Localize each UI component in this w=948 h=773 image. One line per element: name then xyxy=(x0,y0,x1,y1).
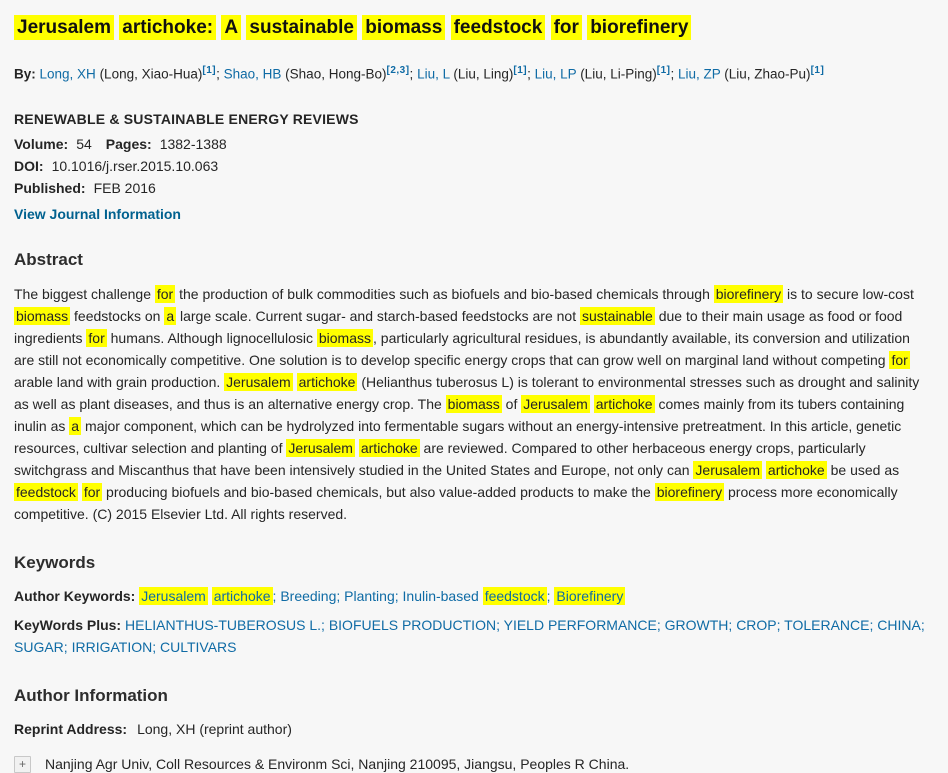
by-label: By: xyxy=(14,66,40,82)
text-segment: is to secure low-cost xyxy=(783,285,914,302)
author-keywords-line xyxy=(14,585,934,607)
highlighted-term: feedstock xyxy=(16,483,76,500)
journal-block xyxy=(14,111,934,222)
keyword-plus-link[interactable]: GROWTH xyxy=(664,616,729,633)
address-row xyxy=(14,756,934,773)
author-link[interactable]: Shao, HB xyxy=(223,66,282,82)
text-segment xyxy=(445,17,450,38)
keyword-plus-link[interactable]: TOLERANCE xyxy=(784,616,870,633)
author-fullname: (Liu, Ling) xyxy=(449,66,514,82)
highlighted-term: biorefinery xyxy=(715,285,782,302)
separator: ; xyxy=(670,66,678,82)
text-segment: due to their main usage as food or food ingredients xyxy=(14,307,903,346)
text-segment: comes mainly from its tubers containing inulin as xyxy=(14,395,905,434)
text-segment: feedstocks on xyxy=(70,307,165,324)
highlighted-term: artichoke: xyxy=(119,15,216,40)
published-value: FEB 2016 xyxy=(93,179,156,196)
author-information-heading: Author Information xyxy=(14,685,168,705)
separator: ; xyxy=(496,616,504,633)
highlighted-term: for xyxy=(88,329,105,346)
affiliation-superscript[interactable]: [1] xyxy=(202,65,217,76)
highlighted-term: Jerusalem xyxy=(523,395,588,412)
text-segment: arable land with grain production. xyxy=(14,373,225,390)
view-journal-information-link[interactable]: View Journal Information xyxy=(14,205,181,222)
keyword-plus-link[interactable]: CHINA xyxy=(877,616,921,633)
author-fullname: (Long, Xiao-Hua) xyxy=(95,66,203,82)
reprint-address-line xyxy=(14,719,934,739)
highlighted-term: Jerusalem xyxy=(14,15,114,40)
affiliation-superscript[interactable]: [1] xyxy=(513,65,528,76)
volume-value: 54 xyxy=(76,135,92,152)
highlighted-term: biomass xyxy=(362,15,445,40)
highlighted-term: artichoke xyxy=(595,395,653,412)
keyword-plus-link[interactable]: IRRIGATION xyxy=(71,638,153,655)
author-link[interactable]: Liu, LP xyxy=(534,66,577,82)
text-segment: (Helianthus tuberosus L) is tolerant to environmental stresses such as drought and salinity as well as plant diseases, and thus is an alternative energy crop. The xyxy=(14,373,920,412)
highlighted-term: Jerusalem xyxy=(226,373,291,390)
highlighted-term: A xyxy=(221,15,241,40)
highlighted-term: sustainable xyxy=(581,307,653,324)
author-fullname: (Liu, Zhao-Pu) xyxy=(720,66,811,82)
text-segment: process more economically competitive. (C) 2015 Elsevier Ltd. All rights reserved. xyxy=(14,483,898,522)
keyword-link[interactable]: Jerusalem xyxy=(141,587,206,604)
text-segment: humans. Although lignocellulosic xyxy=(106,329,317,346)
reprint-address-label: Reprint Address: xyxy=(14,720,128,737)
volume-pages-line xyxy=(14,133,934,155)
expand-address-button[interactable]: + xyxy=(14,756,31,773)
separator: ; xyxy=(869,616,878,633)
reprint-address-value: Long, XH (reprint author) xyxy=(137,720,292,737)
author-keywords-label: Author Keywords: xyxy=(14,587,140,604)
published-label: Published: xyxy=(14,179,86,196)
pages-value: 1382-1388 xyxy=(159,135,227,152)
keyword-link[interactable]: Planting xyxy=(344,587,395,604)
separator: ; xyxy=(336,587,345,604)
separator: ; xyxy=(321,616,329,633)
highlighted-term: feedstock xyxy=(451,15,546,40)
volume-label: Volume: xyxy=(14,135,69,152)
abstract-text xyxy=(14,283,934,525)
doi-label: DOI: xyxy=(14,157,44,174)
keyword-link[interactable]: artichoke xyxy=(213,587,271,604)
published-line xyxy=(14,177,934,199)
text-segment: major component, which can be hydrolyzed into fermentable sugars without an energy-intensive pretreatment. In this article, genetic resources, cultivar selection and planting of xyxy=(14,417,902,456)
keyword-plus-link[interactable]: BIOFUELS PRODUCTION xyxy=(328,616,497,633)
author-fullname: (Shao, Hong-Bo) xyxy=(281,66,387,82)
keyword-plus-link[interactable]: HELIANTHUS-TUBEROSUS L. xyxy=(125,616,322,633)
separator: ; xyxy=(216,66,224,82)
separator: ; xyxy=(656,616,665,633)
keyword-plus-link[interactable]: YIELD PERFORMANCE xyxy=(503,616,657,633)
keyword-plus-link[interactable]: SUGAR xyxy=(14,638,64,655)
separator: ; xyxy=(776,616,785,633)
highlighted-term: a xyxy=(166,307,175,324)
affiliation-superscript[interactable]: [1] xyxy=(810,65,825,76)
highlighted-term: biomass xyxy=(16,307,69,324)
highlighted-term: Jerusalem xyxy=(695,461,761,478)
keyword-link[interactable]: feedstock xyxy=(484,587,545,604)
highlighted-term: sustainable xyxy=(246,15,357,40)
separator: ; xyxy=(728,616,737,633)
separator: ; xyxy=(152,638,160,655)
affiliation-superscript[interactable]: [1] xyxy=(656,65,671,76)
journal-name: RENEWABLE & SUSTAINABLE ENERGY REVIEWS xyxy=(14,110,359,127)
highlighted-term: biomass xyxy=(447,395,500,412)
highlighted-term: biorefinery xyxy=(656,483,723,500)
pages-label: Pages: xyxy=(105,135,152,152)
keyword-plus-link[interactable]: CROP xyxy=(736,616,777,633)
byline xyxy=(14,61,934,85)
highlighted-term: artichoke xyxy=(767,461,825,478)
separator: ; xyxy=(409,66,418,82)
keyword-link[interactable]: Biorefinery xyxy=(556,587,624,604)
text-segment: large scale. Current sugar- and starch-based feedstocks are not xyxy=(176,307,580,324)
text-segment: be used as xyxy=(826,461,900,478)
keywords-plus-line xyxy=(14,614,934,658)
highlighted-term: artichoke xyxy=(298,373,356,390)
abstract-heading: Abstract xyxy=(14,249,83,269)
separator: ; xyxy=(394,587,403,604)
text-segment: of xyxy=(501,395,522,412)
text-segment: producing biofuels and bio-based chemicals, but also value-added products to make the xyxy=(102,483,655,500)
highlighted-term: biomass xyxy=(318,329,372,346)
highlighted-term: for xyxy=(551,15,582,40)
highlighted-term: a xyxy=(71,417,80,434)
highlighted-term: biorefinery xyxy=(587,15,691,40)
highlighted-term: for xyxy=(156,285,174,302)
doi-line xyxy=(14,155,934,177)
keyword-plus-link[interactable]: CULTIVARS xyxy=(160,638,237,655)
author-link[interactable]: Liu, ZP xyxy=(677,66,721,82)
separator: ; xyxy=(272,587,281,604)
keyword-link[interactable]: Inulin-based xyxy=(402,587,483,604)
text-segment: are reviewed. Compared to other herbaceous energy crops, particularly switchgrass and Miscanthus that have been intensively studied in the United States and Europe, not only can xyxy=(14,439,866,478)
text-segment: , particularly agricultural residues, is abundantly available, its conversion and utilization are still not economically competitive. One solution is to develop specific energy crops that can grow well on marginal land without competing xyxy=(14,329,910,368)
affiliation-superscript[interactable]: [2,3] xyxy=(386,65,410,76)
highlighted-term: for xyxy=(83,483,101,500)
separator: ; xyxy=(527,66,535,82)
keywords-plus-label: KeyWords Plus: xyxy=(14,616,125,633)
text-segment xyxy=(545,17,550,38)
doi-value: 10.1016/j.rser.2015.10.063 xyxy=(51,157,219,174)
text-segment: The biggest challenge xyxy=(14,285,155,302)
highlighted-term: for xyxy=(891,351,908,368)
highlighted-term: Jerusalem xyxy=(288,439,353,456)
separator: ; xyxy=(63,638,72,655)
highlighted-term: artichoke xyxy=(360,439,418,456)
author-link[interactable]: Long, XH xyxy=(39,66,96,82)
separator: ; xyxy=(546,587,555,604)
separator: ; xyxy=(920,616,925,633)
author-link[interactable]: Liu, L xyxy=(417,66,450,82)
text-segment: the production of bulk commodities such as biofuels and bio-based chemicals through xyxy=(175,285,714,302)
author-fullname: (Liu, Li-Ping) xyxy=(576,66,657,82)
article-title xyxy=(14,14,934,42)
keyword-link[interactable]: Breeding xyxy=(280,587,337,604)
address-text: Nanjing Agr Univ, Coll Resources & Environm Sci, Nanjing 210095, Jiangsu, Peoples R China. xyxy=(45,756,630,772)
keywords-heading: Keywords xyxy=(14,552,96,572)
